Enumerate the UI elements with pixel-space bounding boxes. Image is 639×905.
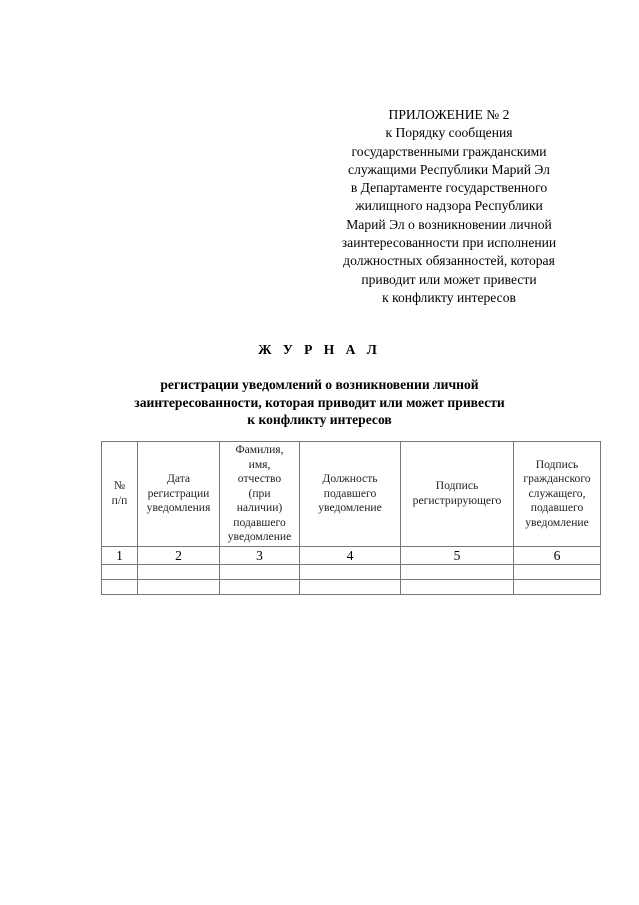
appendix-line: приводит или может привести <box>361 271 537 287</box>
table-cell <box>514 565 601 580</box>
appendix-line: ПРИЛОЖЕНИЕ № 2 <box>388 107 510 122</box>
journal-subtitle <box>0 376 639 429</box>
column-number-cell: 5 <box>401 547 514 565</box>
table-column-numbers-row <box>102 547 601 565</box>
appendix-line: в Департаменте государственного <box>350 180 548 196</box>
column-number-cell: 2 <box>138 547 220 565</box>
journal-subtitle-line: к конфликту интересов <box>247 412 392 427</box>
appendix-line: жилищного надзора Республики <box>355 198 543 214</box>
header-cell-servant-signature: Подпись гражданского служащего, подавшего уведомление <box>514 442 601 547</box>
appendix-line: служащими Республики Марий Эл <box>348 161 550 177</box>
table-cell <box>102 580 138 595</box>
appendix-line: государственными гражданскими <box>351 143 547 159</box>
table-cell <box>300 580 401 595</box>
table-header-row <box>102 442 601 547</box>
journal-table <box>101 441 601 595</box>
header-cell-registrar-signature: Подпись регистрирующего <box>401 442 514 547</box>
table-cell <box>220 580 300 595</box>
appendix-line: к Порядку сообщения <box>385 125 513 141</box>
table-cell <box>102 565 138 580</box>
table-cell <box>401 565 514 580</box>
table-row <box>102 565 601 580</box>
header-cell-position: Должность подавшего уведомление <box>300 442 401 547</box>
table-cell <box>401 580 514 595</box>
table-row <box>102 580 601 595</box>
column-number-cell: 3 <box>220 547 300 565</box>
column-number-cell: 4 <box>300 547 401 565</box>
header-cell-name: Фамилия, имя, отчество (при наличии) подавшего уведомление <box>220 442 300 547</box>
journal-subtitle-line: регистрации уведомлений о возникновении личной <box>160 377 479 392</box>
appendix-line: к конфликту интересов <box>382 289 516 305</box>
table-cell <box>514 580 601 595</box>
appendix-line: должностных обязанностей, которая <box>343 253 555 269</box>
column-number-cell: 6 <box>514 547 601 565</box>
table-cell <box>138 565 220 580</box>
table-cell <box>138 580 220 595</box>
table-cell <box>300 565 401 580</box>
appendix-line: Марий Эл о возникновении личной <box>346 216 552 232</box>
header-cell-number: № п/п <box>102 442 138 547</box>
column-number-cell: 1 <box>102 547 138 565</box>
journal-title: Ж У Р Н А Л <box>258 342 381 357</box>
appendix-line: заинтересованности при исполнении <box>341 235 557 251</box>
journal-subtitle-line: заинтересованности, которая приводит или может привести <box>134 394 505 410</box>
table-cell <box>220 565 300 580</box>
appendix-header <box>318 106 580 307</box>
header-cell-date: Дата регистрации уведомления <box>138 442 220 547</box>
